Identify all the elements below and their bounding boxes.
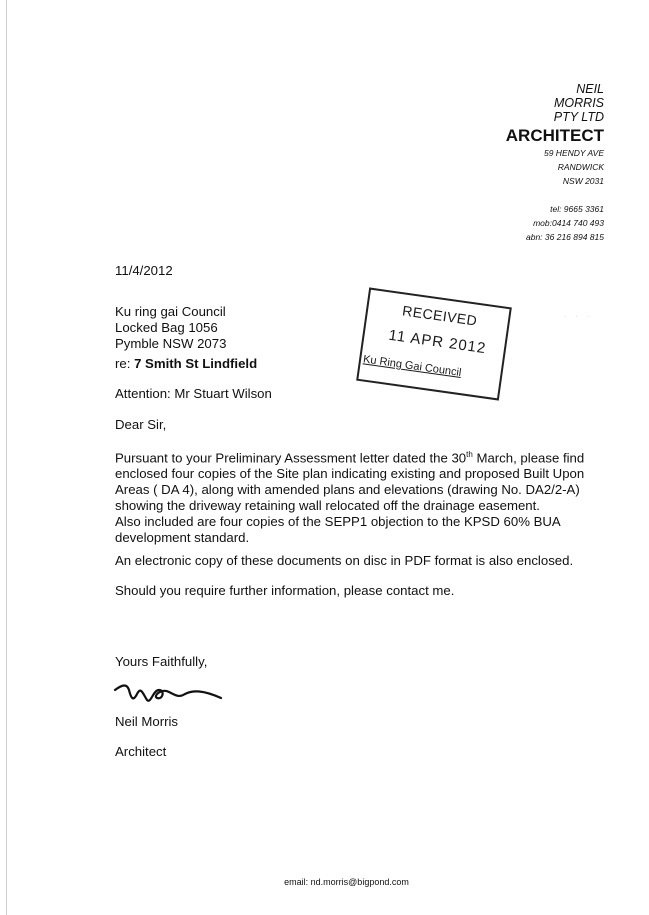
letterhead-title: ARCHITECT (505, 126, 604, 145)
body-paragraph-1 (115, 447, 585, 546)
scan-edge-line (6, 0, 7, 915)
recipient-line-3: Pymble NSW 2073 (115, 336, 227, 351)
stamp-council-name: Ku Ring Gai Council (362, 353, 463, 380)
subject-line (115, 356, 257, 372)
body-paragraph-3: Should you require further information, please contact me. (115, 583, 455, 598)
para1-sup: th (466, 450, 473, 459)
body-paragraph-2: An electronic copy of these documents on disc in PDF format is also enclosed. (115, 553, 574, 568)
recipient-address (115, 304, 226, 352)
stamp-date: 11 APR 2012 (387, 326, 488, 358)
closing: Yours Faithfully, (115, 654, 208, 669)
footer (0, 877, 649, 887)
letter-date: 11/4/2012 (115, 263, 173, 278)
scan-speckles: · · · (564, 314, 594, 320)
signer-name: Neil Morris (115, 714, 179, 729)
footer-email: email: nd.morris@bigpond.com (284, 877, 409, 887)
letterhead-line-1: NEIL (576, 82, 604, 96)
letterhead (506, 82, 604, 244)
subject-text: 7 Smith St Lindfield (134, 356, 258, 371)
recipient-line-2: Locked Bag 1056 (115, 320, 218, 335)
letterhead-line-2: MORRIS (554, 96, 604, 110)
para1-text-c: Also included are four copies of the SEPP1 objection to the KPSD 60% BUA development standard. (115, 514, 560, 546)
subject-prefix: re: (115, 356, 135, 371)
letterhead-address-2: RANDWICK (557, 162, 604, 172)
para1-text-a: Pursuant to your Preliminary Assessment letter dated the 30 (115, 450, 467, 466)
received-stamp (356, 287, 512, 400)
salutation: Dear Sir, (115, 417, 167, 432)
attention-line: Attention: Mr Stuart Wilson (115, 386, 272, 401)
letterhead-abn: abn: 36 216 894 815 (526, 232, 604, 242)
letterhead-address-1: 59 HENDY AVE (543, 148, 604, 158)
recipient-line-1: Ku ring gai Council (115, 304, 226, 319)
handwritten-signature (113, 680, 225, 710)
para1-text-b: March, please find enclosed four copies of the Site plan indicating existing and proposed Built Upon Areas ( DA 4), along with amended plans and elevations (drawing No. DA2/2-A) showing the driveway retaining wall relocated off the drainage easement. (115, 450, 585, 514)
letterhead-tel: tel: 9665 3361 (550, 204, 604, 214)
letterhead-line-3: PTY LTD (553, 110, 604, 124)
letterhead-mob: mob:0414 740 493 (533, 218, 604, 228)
stamp-received-text: RECEIVED (401, 302, 479, 329)
letterhead-address-3: NSW 2031 (562, 176, 604, 186)
signer-title: Architect (115, 744, 167, 759)
